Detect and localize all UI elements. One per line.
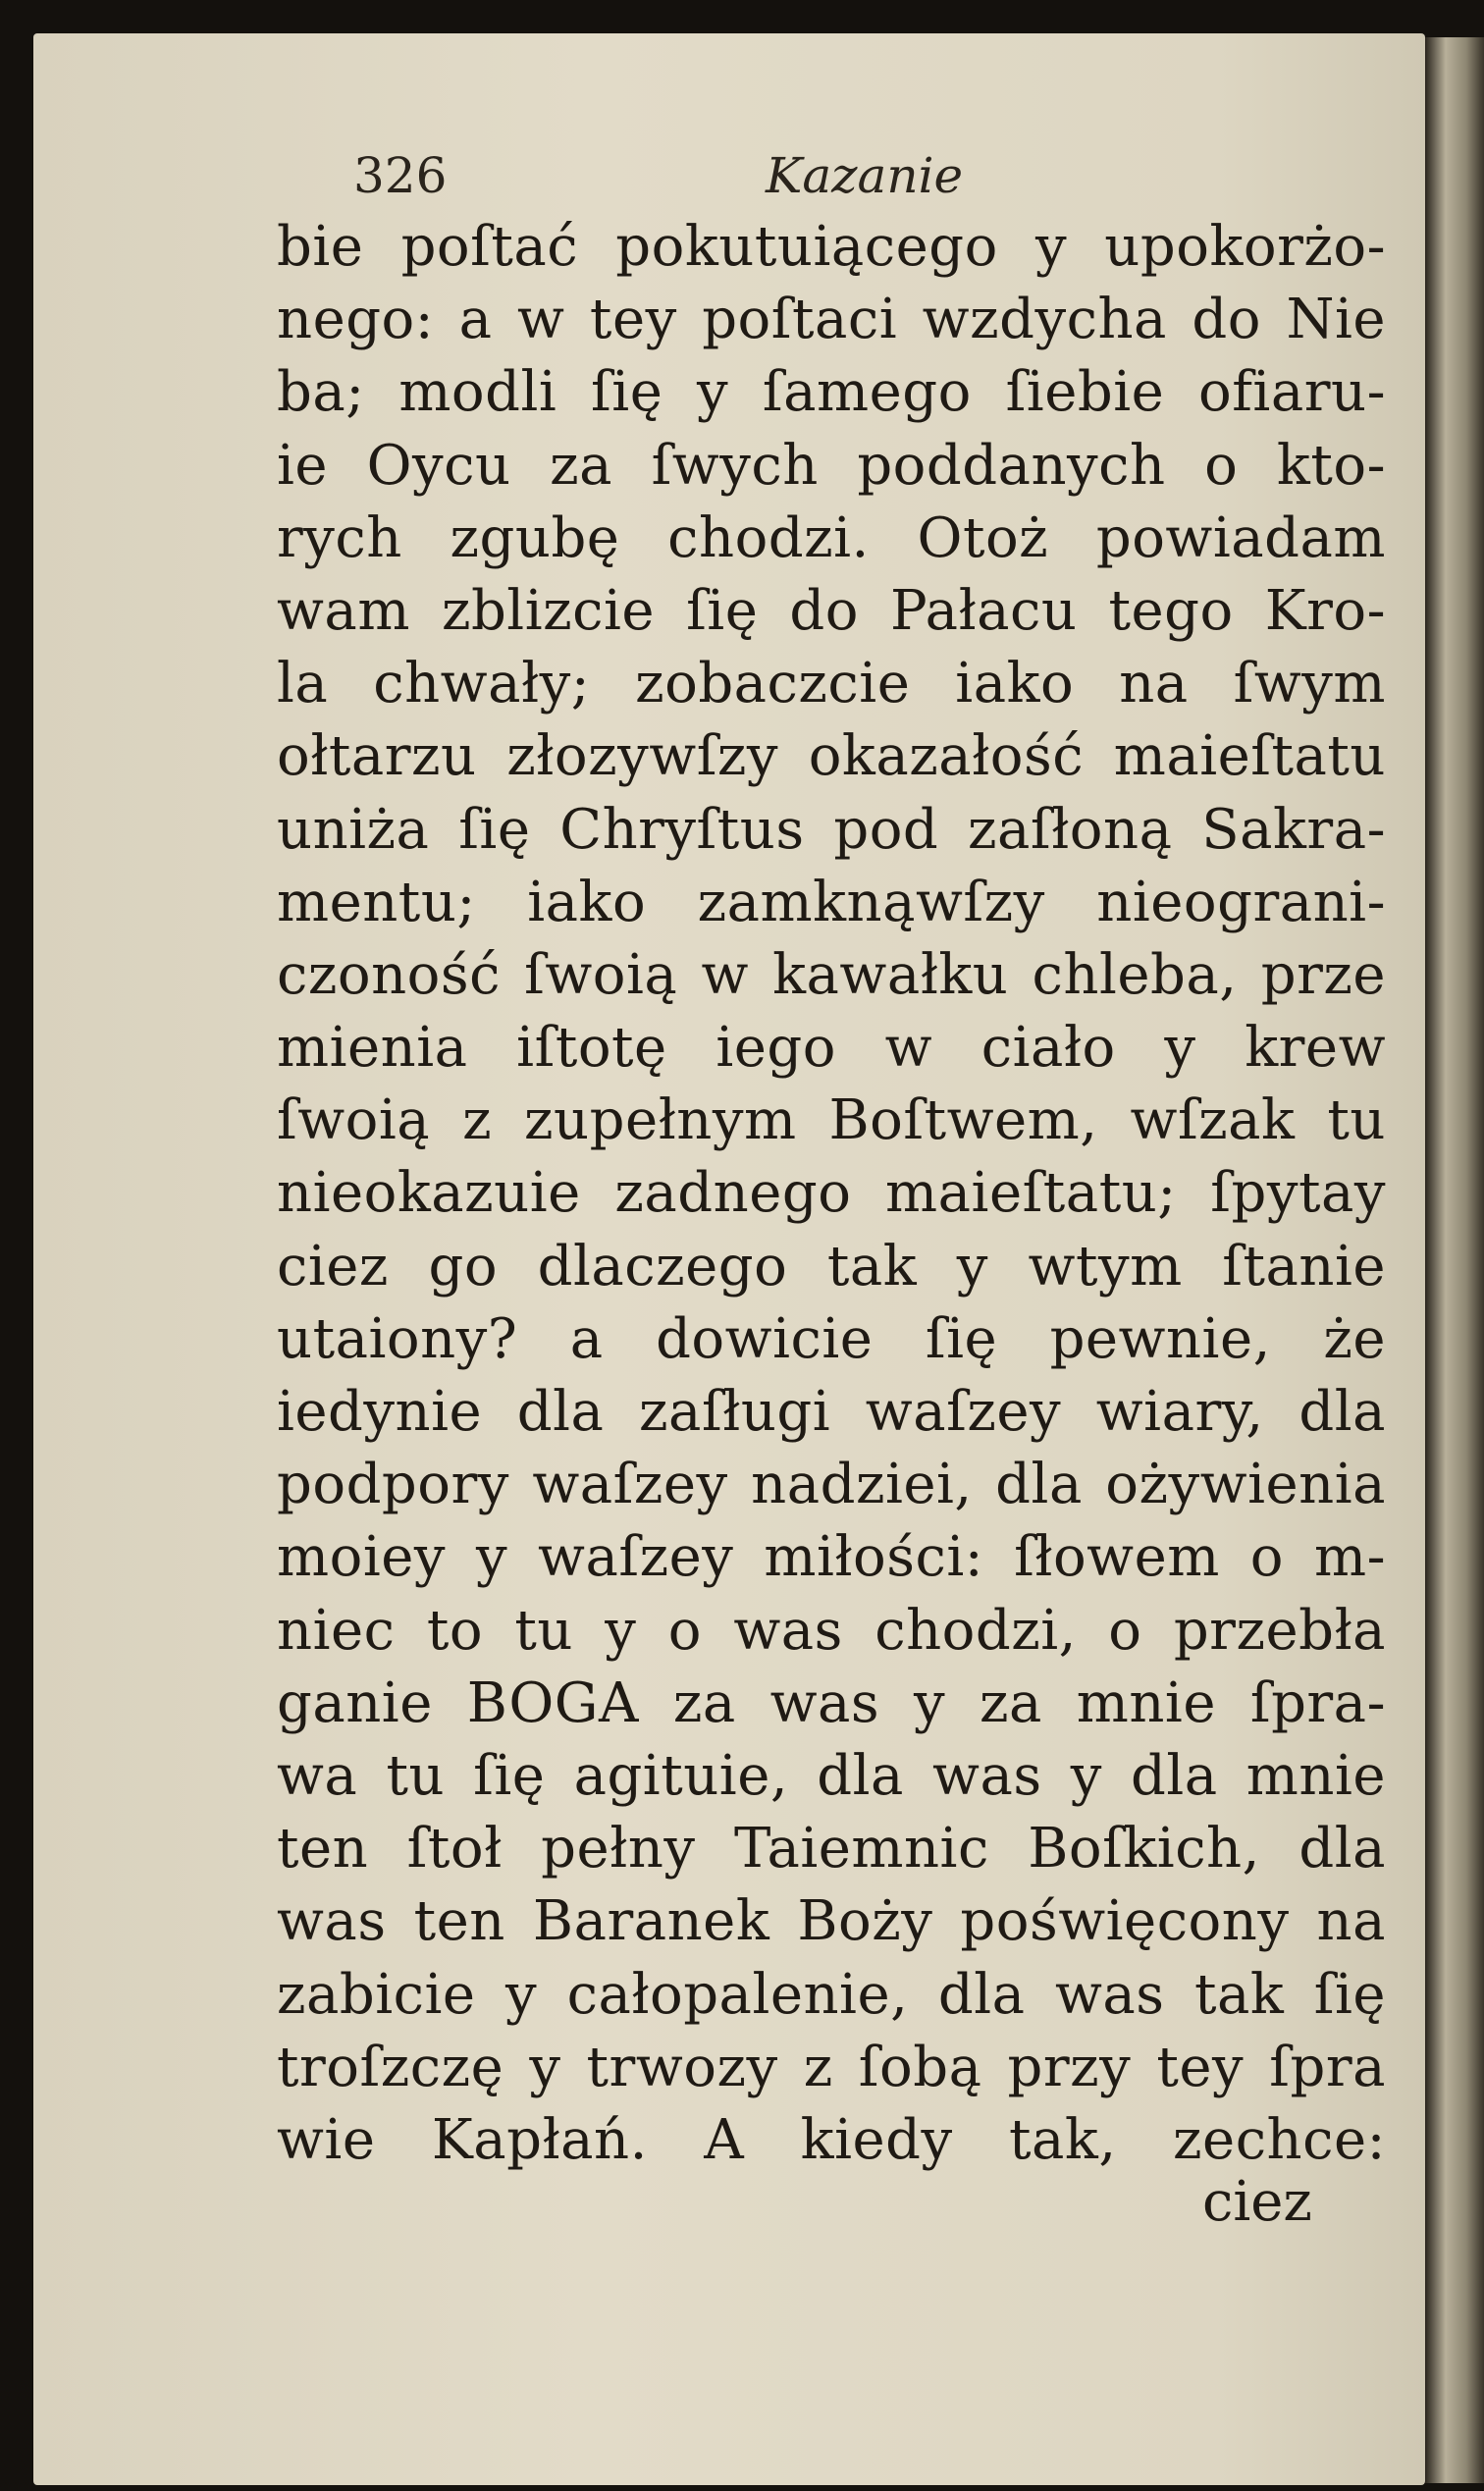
- text-line: wa tu ſię agituie, dla was y dla mnie: [277, 1743, 1386, 1808]
- page-number: 326: [353, 147, 448, 204]
- text-line: nieokazuie zadnego maieſtatu; ſpytay: [277, 1161, 1386, 1226]
- text-line: was ten Baranek Boży poświęcony na: [277, 1889, 1386, 1954]
- text-line: moiey y waſzey miłości: ſłowem o m-: [277, 1525, 1386, 1590]
- text-line: mentu; iako zamknąwſzy nieograni-: [277, 870, 1386, 934]
- text-line: uniża ſię Chryſtus pod zaſłoną Sakra-: [277, 797, 1386, 862]
- catchword: ciez: [1202, 2170, 1312, 2234]
- text-line: troſzczę y trwozy z ſobą przy tey ſpra: [277, 2035, 1386, 2099]
- text-line: ten ſtoł pełny Taiemnic Boſkich, dla: [277, 1817, 1386, 1882]
- next-page-edge: [1425, 37, 1484, 2483]
- text-line: mienia iſtotę iego w ciało y krew: [277, 1016, 1386, 1081]
- text-line: niec to tu y o was chodzi, o przebła: [277, 1598, 1386, 1663]
- text-line: nego: a w tey poſtaci wzdycha do Nie: [277, 288, 1386, 352]
- text-line: iedynie dla zaſługi waſzey wiary, dla: [277, 1380, 1386, 1444]
- body-text: [277, 211, 1386, 2177]
- text-line: wam zblizcie ſię do Pałacu tego Kro-: [277, 578, 1386, 643]
- text-line: ſwoią z zupełnym Boſtwem, wſzak tu: [277, 1088, 1386, 1153]
- text-line: czoność ſwoią w kawałku chleba, prze: [277, 942, 1386, 1007]
- text-line: ie Oycu za ſwych poddanych o kto-: [277, 433, 1386, 498]
- text-line: zabicie y całopalenie, dla was tak ſię: [277, 1962, 1386, 2027]
- running-head: Kazanie: [766, 147, 964, 204]
- text-line: ciez go dlaczego tak y wtym ſtanie: [277, 1234, 1386, 1298]
- text-line: bie poſtać pokutuiącego y upokorżo-: [277, 215, 1386, 279]
- text-line: ołtarzu złozywſzy okazałość maieſtatu: [277, 724, 1386, 789]
- page-header: [353, 147, 1119, 216]
- text-line: wie Kapłań. A kiedy tak, zechce:: [277, 2107, 1386, 2172]
- text-line: ba; modli ſię y ſamego ſiebie ofiaru-: [277, 360, 1386, 425]
- text-line: podpory waſzey nadziei, dla ożywienia: [277, 1453, 1386, 1517]
- text-line: rych zgubę chodzi. Otoż powiadam: [277, 505, 1386, 570]
- text-line: ganie BOGA za was y za mnie ſpra-: [277, 1670, 1386, 1735]
- text-line: la chwały; zobaczcie iako na ſwym: [277, 652, 1386, 716]
- text-line: utaiony? a dowicie ſię pewnie, że: [277, 1306, 1386, 1371]
